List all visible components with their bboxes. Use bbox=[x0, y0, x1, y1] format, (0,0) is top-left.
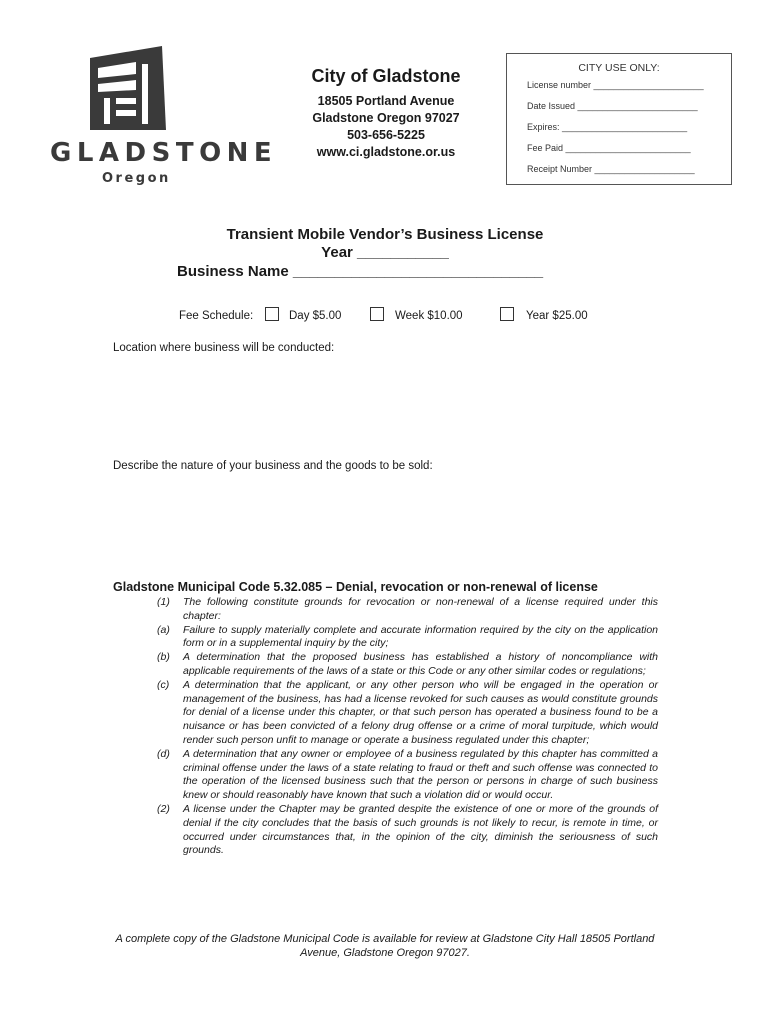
license-number-field[interactable]: License number ______________________ bbox=[527, 80, 704, 90]
building-logo-icon bbox=[86, 44, 166, 130]
city-name: City of Gladstone bbox=[311, 66, 461, 86]
day-checkbox[interactable] bbox=[265, 307, 279, 321]
week-checkbox[interactable] bbox=[370, 307, 384, 321]
code-item-text: A determination that the proposed business has established a history of noncompliance with applicable requirements of the laws of a state or this Code or any other similar codes or regulations; bbox=[183, 651, 658, 677]
year-option-label: Year $25.00 bbox=[526, 310, 588, 322]
code-heading: Gladstone Municipal Code 5.32.085 – Denial, revocation or non-renewal of license bbox=[113, 580, 598, 594]
code-item-mark: (b) bbox=[157, 651, 170, 664]
city-use-heading: CITY USE ONLY: bbox=[578, 62, 660, 74]
city-phone: 503-656-5225 bbox=[347, 128, 425, 142]
code-item-mark: (d) bbox=[157, 747, 170, 760]
code-item bbox=[113, 748, 658, 803]
year-field[interactable]: Year ___________ bbox=[321, 244, 449, 261]
code-item bbox=[113, 651, 658, 679]
logo-subtitle: Oregon bbox=[102, 171, 171, 186]
code-item-text: A determination that any owner or employee of a business regulated by this chapter has committed a criminal offense under the laws of a state relating to fraud or theft and such offense was connected to the operation of the licensed business such that the person or persons in charge of such business knew or should reasonably have known that such a violation did or would occur. bbox=[183, 747, 658, 802]
fee-schedule-label: Fee Schedule: bbox=[179, 310, 254, 322]
code-item-mark: (1) bbox=[157, 596, 170, 608]
year-checkbox[interactable] bbox=[500, 307, 514, 321]
code-item bbox=[113, 679, 658, 748]
code-item-mark: (a) bbox=[157, 623, 170, 636]
code-item-text: The following constitute grounds for revocation or non-renewal of a license required under this chapter: bbox=[183, 596, 658, 622]
week-option-label: Week $10.00 bbox=[395, 310, 463, 322]
city-website: www.ci.gladstone.or.us bbox=[316, 145, 456, 159]
expires-field[interactable]: Expires: _________________________ bbox=[527, 122, 688, 132]
code-item bbox=[113, 803, 658, 858]
nature-question: Describe the nature of your business and the goods to be sold: bbox=[113, 460, 433, 472]
municipal-code-section bbox=[113, 580, 658, 858]
city-use-only-box bbox=[506, 53, 732, 185]
code-item-text: A determination that the applicant, or any other person who will be engaged in the operation or management of the business, has had a license revoked for such causes as would constitute grounds for denial of a license under this chapter, or that such person has operated a business found to be a nuisance or has been convicted of a felony drug offense or a crime of moral turpitude, which would render such person unfit to manage or operate a business regulated under this chapter; bbox=[183, 678, 658, 746]
code-item bbox=[113, 596, 658, 624]
receipt-number-field[interactable]: Receipt Number ____________________ bbox=[527, 164, 695, 174]
form-title: Transient Mobile Vendor’s Business License bbox=[226, 226, 544, 243]
city-header bbox=[298, 66, 474, 161]
location-question: Location where business will be conducted: bbox=[113, 342, 335, 354]
location-answer-area[interactable] bbox=[113, 360, 658, 450]
fee-paid-field[interactable]: Fee Paid _________________________ bbox=[527, 143, 691, 153]
gladstone-logo bbox=[46, 44, 278, 190]
code-item bbox=[113, 624, 658, 652]
city-address-street: 18505 Portland Avenue bbox=[317, 94, 455, 108]
footer-note: A complete copy of the Gladstone Municipal Code is available for review at Gladstone City Hall 18505 Portland Avenue, Gladstone Oregon 97027. bbox=[115, 933, 655, 959]
code-item-text: Failure to supply materially complete and accurate information required by the city on the application form or in a supplemental inquiry by the city; bbox=[183, 623, 658, 650]
logo-wordmark: GLADSTONE bbox=[50, 138, 278, 168]
code-item-text: A license under the Chapter may be granted despite the existence of one or more of the grounds of denial if the city concludes that the basis of such grounds is not likely to recur, is remote in time, or occurred under circumstances that, in the opinion of the city, diminish the seriousness of such grounds. bbox=[183, 802, 658, 857]
code-item-mark: (2) bbox=[157, 802, 170, 815]
business-name-field[interactable]: Business Name ______________________________ bbox=[177, 263, 544, 280]
date-issued-field[interactable]: Date Issued ________________________ bbox=[527, 101, 698, 111]
nature-answer-area[interactable] bbox=[113, 478, 658, 568]
day-option-label: Day $5.00 bbox=[289, 310, 342, 322]
city-address-city: Gladstone Oregon 97027 bbox=[312, 111, 460, 125]
code-item-mark: (c) bbox=[157, 678, 170, 691]
